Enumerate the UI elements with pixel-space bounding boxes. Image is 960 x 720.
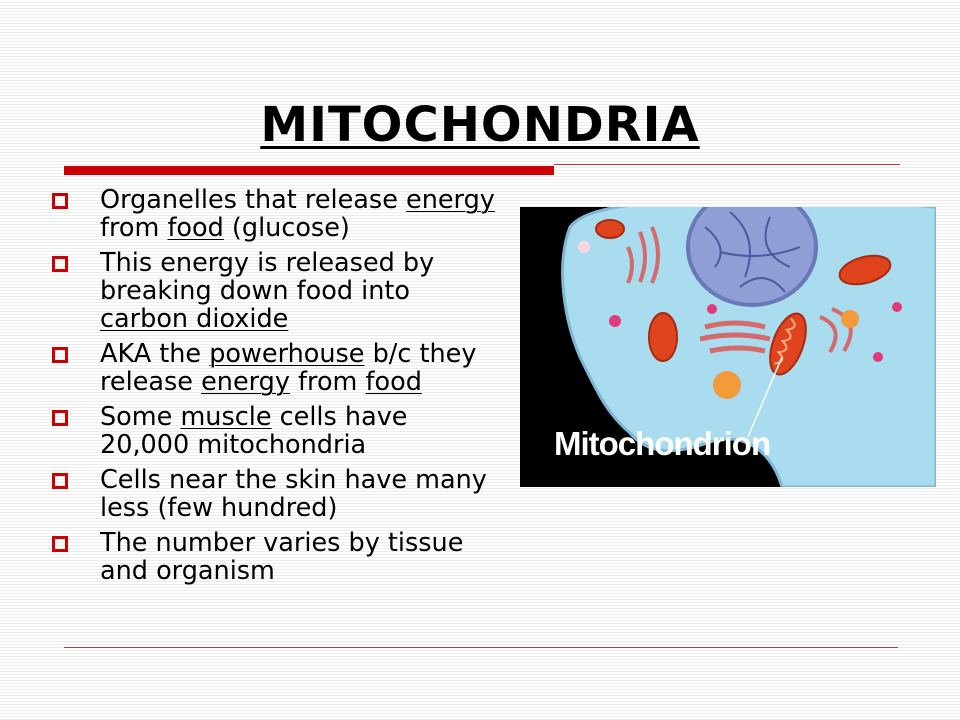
bullet-list — [50, 186, 500, 592]
bullet-text — [100, 466, 500, 522]
square-bullet-icon — [52, 410, 68, 426]
title-divider-line — [554, 164, 900, 165]
text-run: The number varies by tissue and organism — [100, 528, 464, 586]
text-run: This energy is released by breaking down food into — [100, 248, 435, 306]
bullet-text — [100, 249, 500, 333]
underlined-term: powerhouse — [209, 339, 365, 369]
square-bullet-icon — [52, 256, 68, 272]
text-run: Cells near the skin have many less (few hundred) — [100, 465, 487, 523]
text-run: from — [100, 213, 168, 243]
square-bullet-icon — [52, 347, 68, 363]
title-underline-bar — [64, 166, 554, 175]
text-run: Some — [100, 402, 181, 432]
bullet-text — [100, 403, 500, 459]
underlined-term: food — [365, 367, 422, 397]
bullet-text — [100, 186, 500, 242]
square-bullet-icon — [52, 193, 68, 209]
text-run: from — [289, 367, 366, 397]
bullet-item — [50, 403, 500, 459]
bullet-item — [50, 529, 500, 585]
text-run: AKA the — [100, 339, 210, 369]
bullet-item — [50, 466, 500, 522]
text-run: (glucose) — [223, 213, 350, 243]
underlined-term: energy — [406, 185, 495, 215]
text-run: b/c they release — [100, 339, 477, 397]
bullet-text — [100, 529, 500, 585]
square-bullet-icon — [52, 473, 68, 489]
bullet-text — [100, 340, 500, 396]
square-bullet-icon — [52, 536, 68, 552]
underlined-term: muscle — [180, 402, 272, 432]
figure-caption: Mitochondrion — [554, 425, 771, 462]
bullet-item — [50, 340, 500, 396]
bullet-item — [50, 249, 500, 333]
footer-divider-line — [64, 647, 898, 648]
cell-illustration — [520, 207, 936, 487]
slide-title: MITOCHONDRIA — [260, 97, 700, 153]
underlined-term: food — [167, 213, 224, 243]
text-run: Organelles that release — [100, 185, 406, 215]
underlined-term: carbon dioxide — [100, 304, 289, 334]
underlined-term: energy — [201, 367, 290, 397]
bullet-item — [50, 186, 500, 242]
text-run: cells have 20,000 mitochondria — [100, 402, 408, 460]
